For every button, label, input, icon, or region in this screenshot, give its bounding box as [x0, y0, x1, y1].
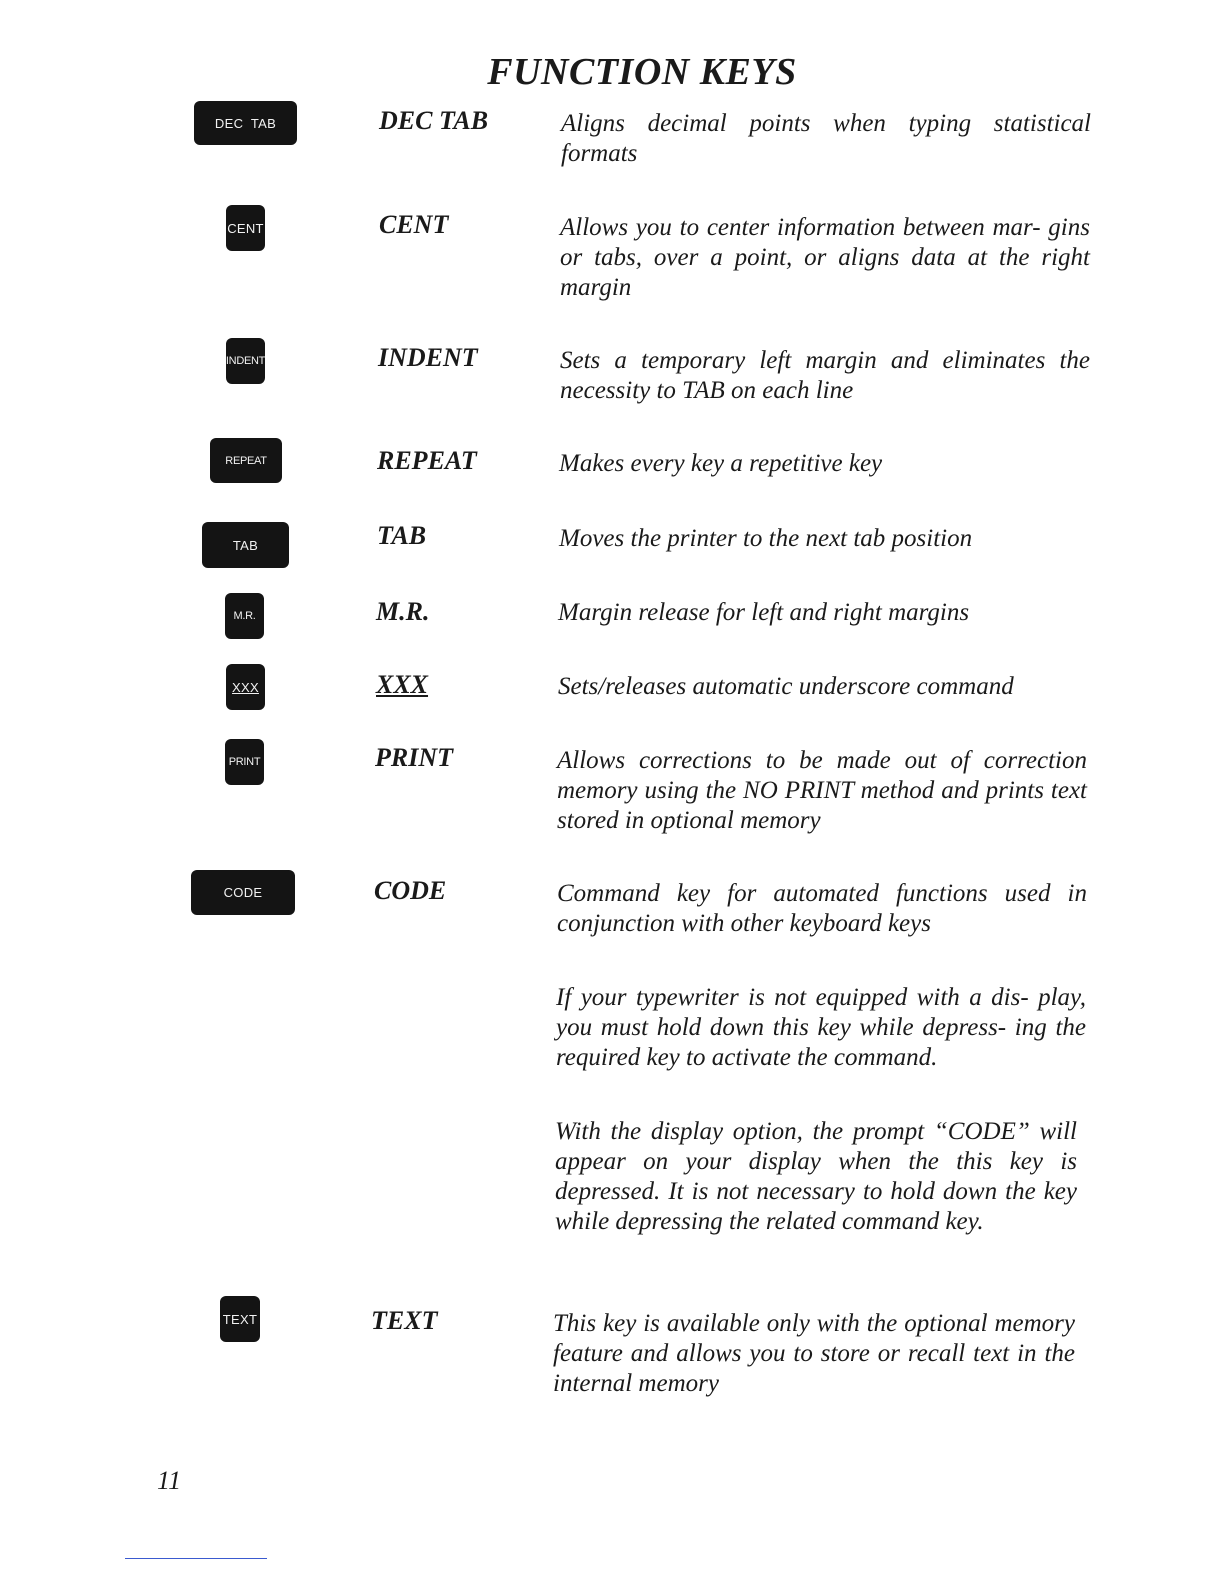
underscore-key-icon: XXX	[226, 664, 265, 710]
key-name-cent: CENT	[379, 210, 449, 239]
indent-key-icon: INDENT	[226, 338, 265, 384]
key-description-code: Command key for automated functions used in conjunction with other keyboard keys	[557, 880, 1087, 937]
key-description-underscore: Sets/releases automatic underscore command	[558, 673, 1014, 700]
key-description-tab: Moves the printer to the next tab position	[559, 525, 973, 552]
margin-release-key-icon: M.R.	[225, 593, 264, 639]
code-key-icon: CODE	[191, 870, 295, 915]
code-note-display-option: With the display option, the prompt “CODE” will appear on your display when the this key is depressed. It is not necessary to hold down the key while depressing the related command key.	[555, 1118, 1077, 1235]
key-description-print: Allows corrections to be made out of correction memory using the NO PRINT method and prints text stored in optional memory	[557, 747, 1087, 834]
print-key-icon: PRINT	[225, 739, 264, 785]
key-name-print: PRINT	[375, 743, 453, 772]
code-note-no-display: If your typewriter is not equipped with a dis- play, you must hold down this key while depress- ing the required key to activate the command.	[556, 984, 1086, 1071]
key-name-underscore: XXX	[376, 670, 429, 699]
key-name-indent: INDENT	[378, 343, 478, 372]
key-description-indent: Sets a temporary left margin and eliminates the necessity to TAB on each line	[560, 347, 1090, 404]
key-description-repeat: Makes every key a repetitive key	[559, 450, 883, 477]
text-key-icon: TEXT	[220, 1296, 260, 1342]
repeat-key-icon: REPEAT	[210, 438, 282, 483]
key-description-text: This key is available only with the optional memory feature and allows you to store or recall text in the internal memory	[553, 1310, 1075, 1397]
key-name-code: CODE	[374, 876, 447, 905]
key-name-margin-release: M.R.	[376, 597, 430, 626]
dec-tab-key-icon: DEC TAB	[194, 101, 297, 145]
key-description-cent: Allows you to center information between mar- gins or tabs, over a point, or aligns data at the right margin	[560, 214, 1090, 301]
cent-key-icon: CENT	[226, 205, 265, 251]
tab-key-icon: TAB	[202, 522, 289, 568]
key-name-dec-tab: DEC TAB	[379, 106, 489, 135]
footer-rule	[125, 1558, 267, 1559]
key-name-tab: TAB	[377, 521, 427, 550]
key-description-margin-release: Margin release for left and right margins	[558, 599, 970, 626]
key-name-text: TEXT	[371, 1306, 438, 1335]
key-name-repeat: REPEAT	[377, 446, 477, 475]
page-number: 11	[157, 1466, 182, 1495]
key-description-dec-tab: Aligns decimal points when typing statistical formats	[561, 110, 1091, 167]
page-title: FUNCTION KEYS	[487, 51, 797, 93]
